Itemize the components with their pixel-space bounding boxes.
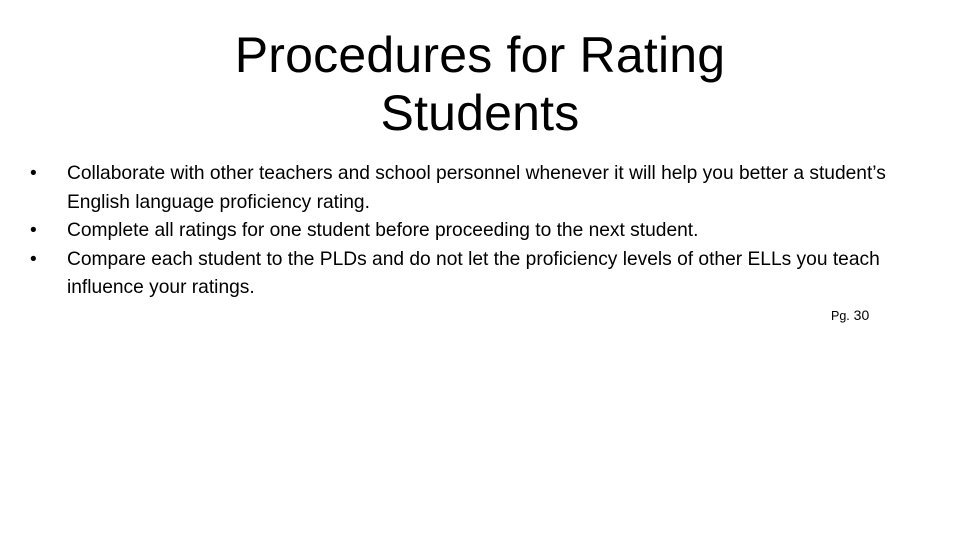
bullet-text: Compare each student to the PLDs and do not let the proficiency levels of other ELLs you teach influence your ratings. xyxy=(67,248,880,298)
slide-title-line-2: Students xyxy=(380,85,580,141)
bullet-marker: • xyxy=(30,220,37,241)
bullet-marker: • xyxy=(30,163,37,184)
bullet-text: Collaborate with other teachers and school personnel whenever it will help you better a student’s English language proficiency rating. xyxy=(67,163,886,213)
page-label: Pg. xyxy=(831,309,850,323)
bullet-list xyxy=(30,160,940,303)
slide-title-line-1: Procedures for Rating xyxy=(234,27,726,83)
bullet-item-complete xyxy=(30,217,940,246)
bullet-marker: • xyxy=(30,248,37,270)
slide-title xyxy=(180,26,780,142)
page-reference xyxy=(831,306,869,325)
page-number: 30 xyxy=(853,307,870,323)
bullet-item-compare xyxy=(30,246,940,303)
bullet-item-collaborate xyxy=(30,160,940,217)
bullet-text: Complete all ratings for one student before proceeding to the next student. xyxy=(67,220,699,241)
